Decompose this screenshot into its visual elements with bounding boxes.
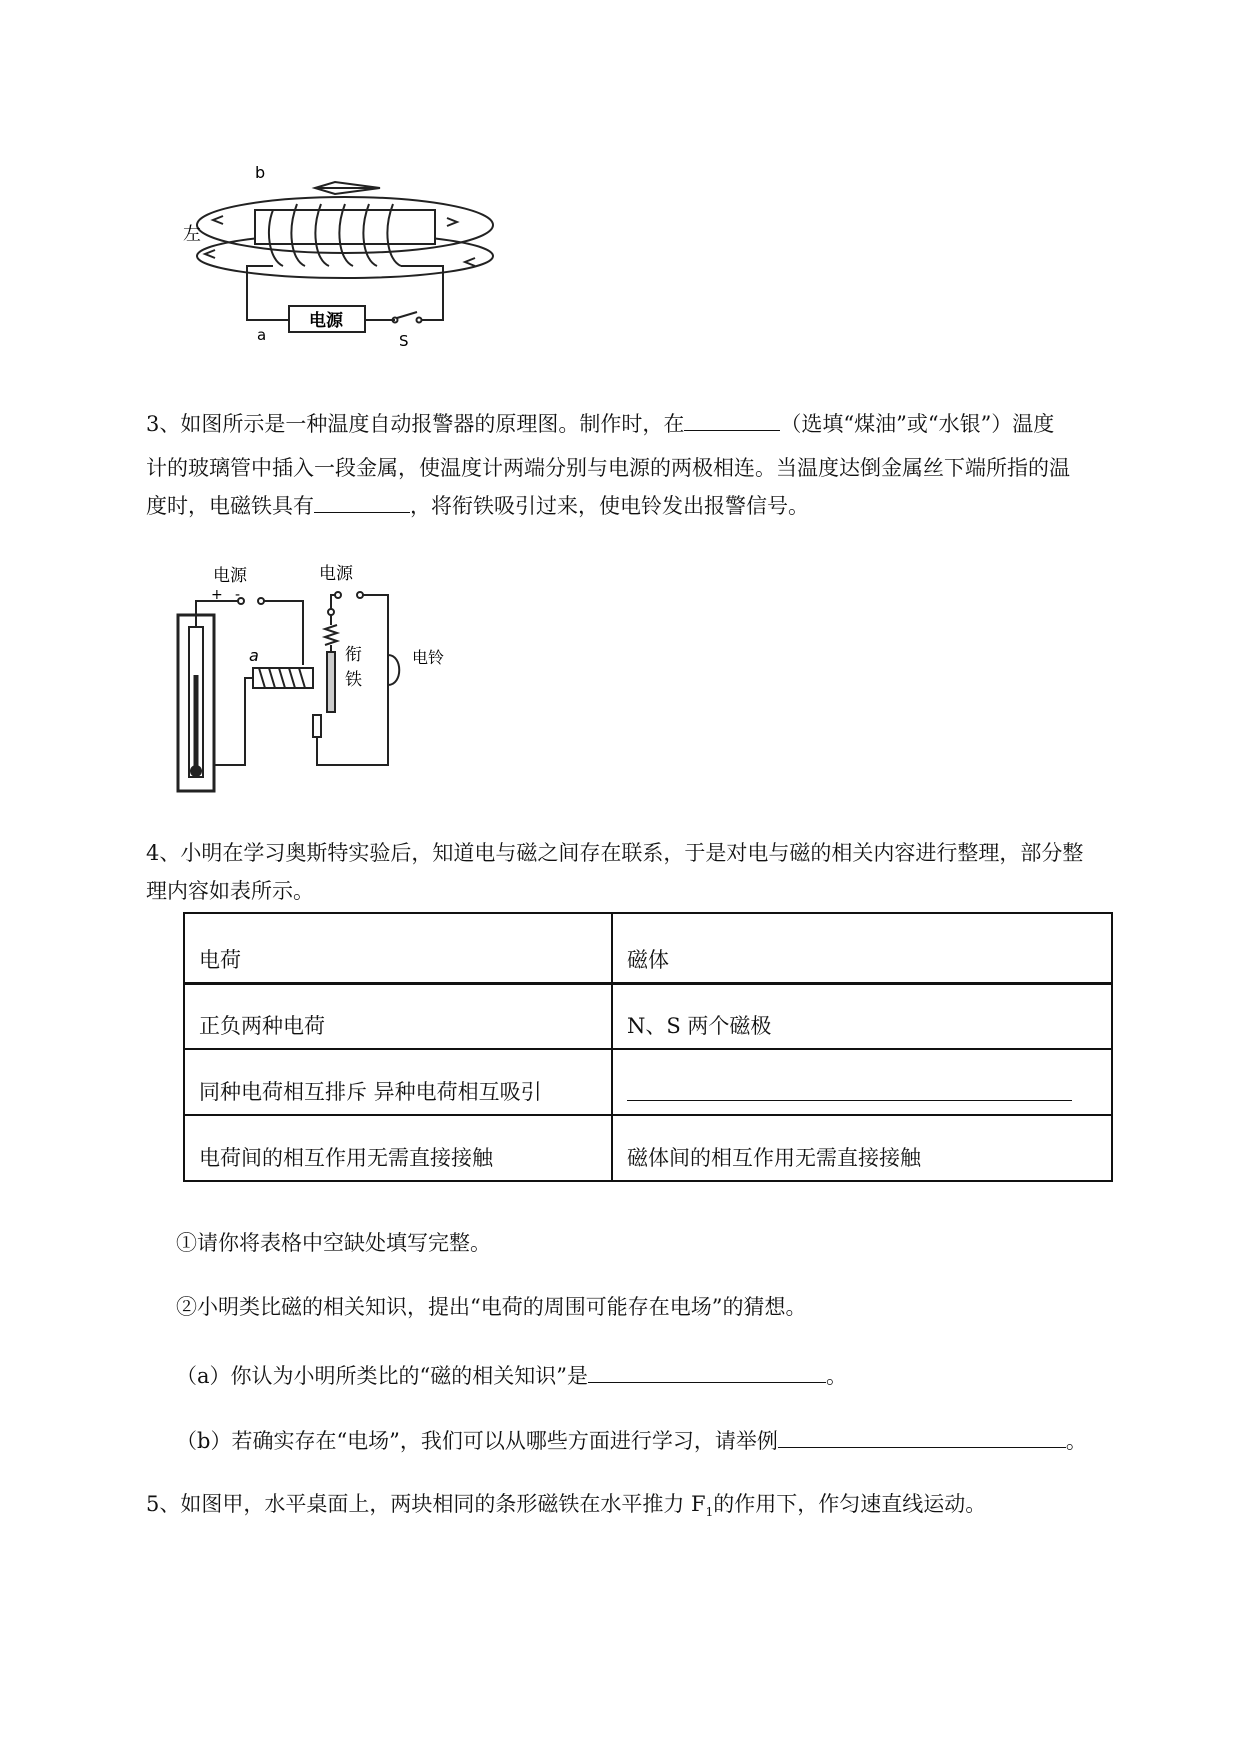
q3-text-3b: ，将衔铁吸引过来，使电铃发出报警信号。 <box>410 494 809 518</box>
fig1-label-left: 左 <box>183 224 201 245</box>
fig1-label-a: a <box>257 326 267 344</box>
table-cell: N、S 两个磁极 <box>612 983 1112 1049</box>
spring <box>325 615 337 652</box>
q3-line2: 计的玻璃管中插入一段金属，使温度计两端分别与电源的两极相连。当温度达倒金属丝下端所指的温 <box>146 456 1070 480</box>
table-header-row <box>184 913 1112 983</box>
q5-text-b: 的作用下，作匀速直线运动。 <box>713 1492 987 1516</box>
table-cell: 正负两种电荷 <box>184 983 612 1049</box>
q4-line1: 4、小明在学习奥斯特实验后，知道电与磁之间存在联系，于是对电与磁的相关内容进行整理，部分整 <box>146 841 1084 865</box>
table-header: 电荷 <box>184 913 612 983</box>
solenoid-figure <box>183 163 515 360</box>
q4-sub-a-text: （a）你认为小明所类比的“磁的相关知识”是 <box>176 1364 588 1388</box>
fig2-power1-label: 电源 <box>213 566 247 586</box>
table-row <box>184 983 1112 1049</box>
q4-sub1: ①请你将表格中空缺处填写完整。 <box>176 1231 491 1255</box>
fig2-bell-label: 电铃 <box>412 648 445 667</box>
table-cell: 电荷间的相互作用无需直接接触 <box>184 1115 612 1181</box>
fig1-power-label: 电源 <box>309 311 343 331</box>
q4-line2: 理内容如表所示。 <box>146 879 314 903</box>
q4-sub-b-text: （b）若确实存在“电场”，我们可以从哪些方面进行学习，请举例 <box>176 1429 778 1453</box>
table-row <box>184 1115 1112 1181</box>
table-header: 磁体 <box>612 913 1112 983</box>
bell-icon <box>388 655 399 685</box>
q3-blank-1[interactable] <box>684 408 780 431</box>
q3-line3 <box>146 490 809 521</box>
fig2-power2-label: 电源 <box>319 564 353 584</box>
q3-text-3a: 度时，电磁铁具有 <box>146 494 314 518</box>
q3-text-1b: （选填“煤油”或“水银”）温度 <box>780 412 1055 436</box>
q3-line1 <box>146 408 1054 439</box>
charge-magnet-table <box>183 912 1113 1182</box>
q4-sub-b-end: 。 <box>1065 1429 1087 1453</box>
fig2-minus: - <box>235 587 241 603</box>
fig2-armature-2: 铁 <box>345 670 362 690</box>
q4-sub-b <box>176 1425 1087 1456</box>
fig2-label-a: a <box>249 646 259 665</box>
table-answer-blank[interactable] <box>627 1076 1072 1101</box>
contact-plate <box>313 715 321 737</box>
q5-subscript: 1 <box>705 1505 714 1520</box>
table-cell: 磁体间的相互作用无需直接接触 <box>612 1115 1112 1181</box>
q4-blank-b[interactable] <box>778 1425 1066 1448</box>
fig2-armature-1: 衔 <box>345 645 362 665</box>
solenoid-core <box>255 210 435 244</box>
fig1-label-b: b <box>255 163 266 182</box>
armature <box>327 652 335 712</box>
q5-text-a: 5、如图甲，水平桌面上，两块相同的条形磁铁在水平推力 F <box>146 1492 706 1516</box>
q5-line1 <box>146 1490 986 1527</box>
table-cell: 同种电荷相互排斥 异种电荷相互吸引 <box>184 1049 612 1115</box>
q4-sub-a <box>176 1360 847 1391</box>
q4-sub2: ②小明类比磁的相关知识，提出“电荷的周围可能存在电场”的猜想。 <box>176 1295 807 1319</box>
q3-text-1a: 3、如图所示是一种温度自动报警器的原理图。制作时，在 <box>146 412 685 436</box>
q3-blank-2[interactable] <box>314 490 410 513</box>
table-answer-cell[interactable] <box>612 1049 1112 1115</box>
q4-blank-a[interactable] <box>588 1360 826 1383</box>
fig2-plus: + <box>211 587 223 603</box>
temperature-alarm-figure <box>175 555 470 795</box>
table-row <box>184 1049 1112 1115</box>
q4-sub-a-end: 。 <box>826 1364 847 1388</box>
fig1-label-s: S <box>399 332 409 350</box>
switch-s <box>397 312 417 318</box>
